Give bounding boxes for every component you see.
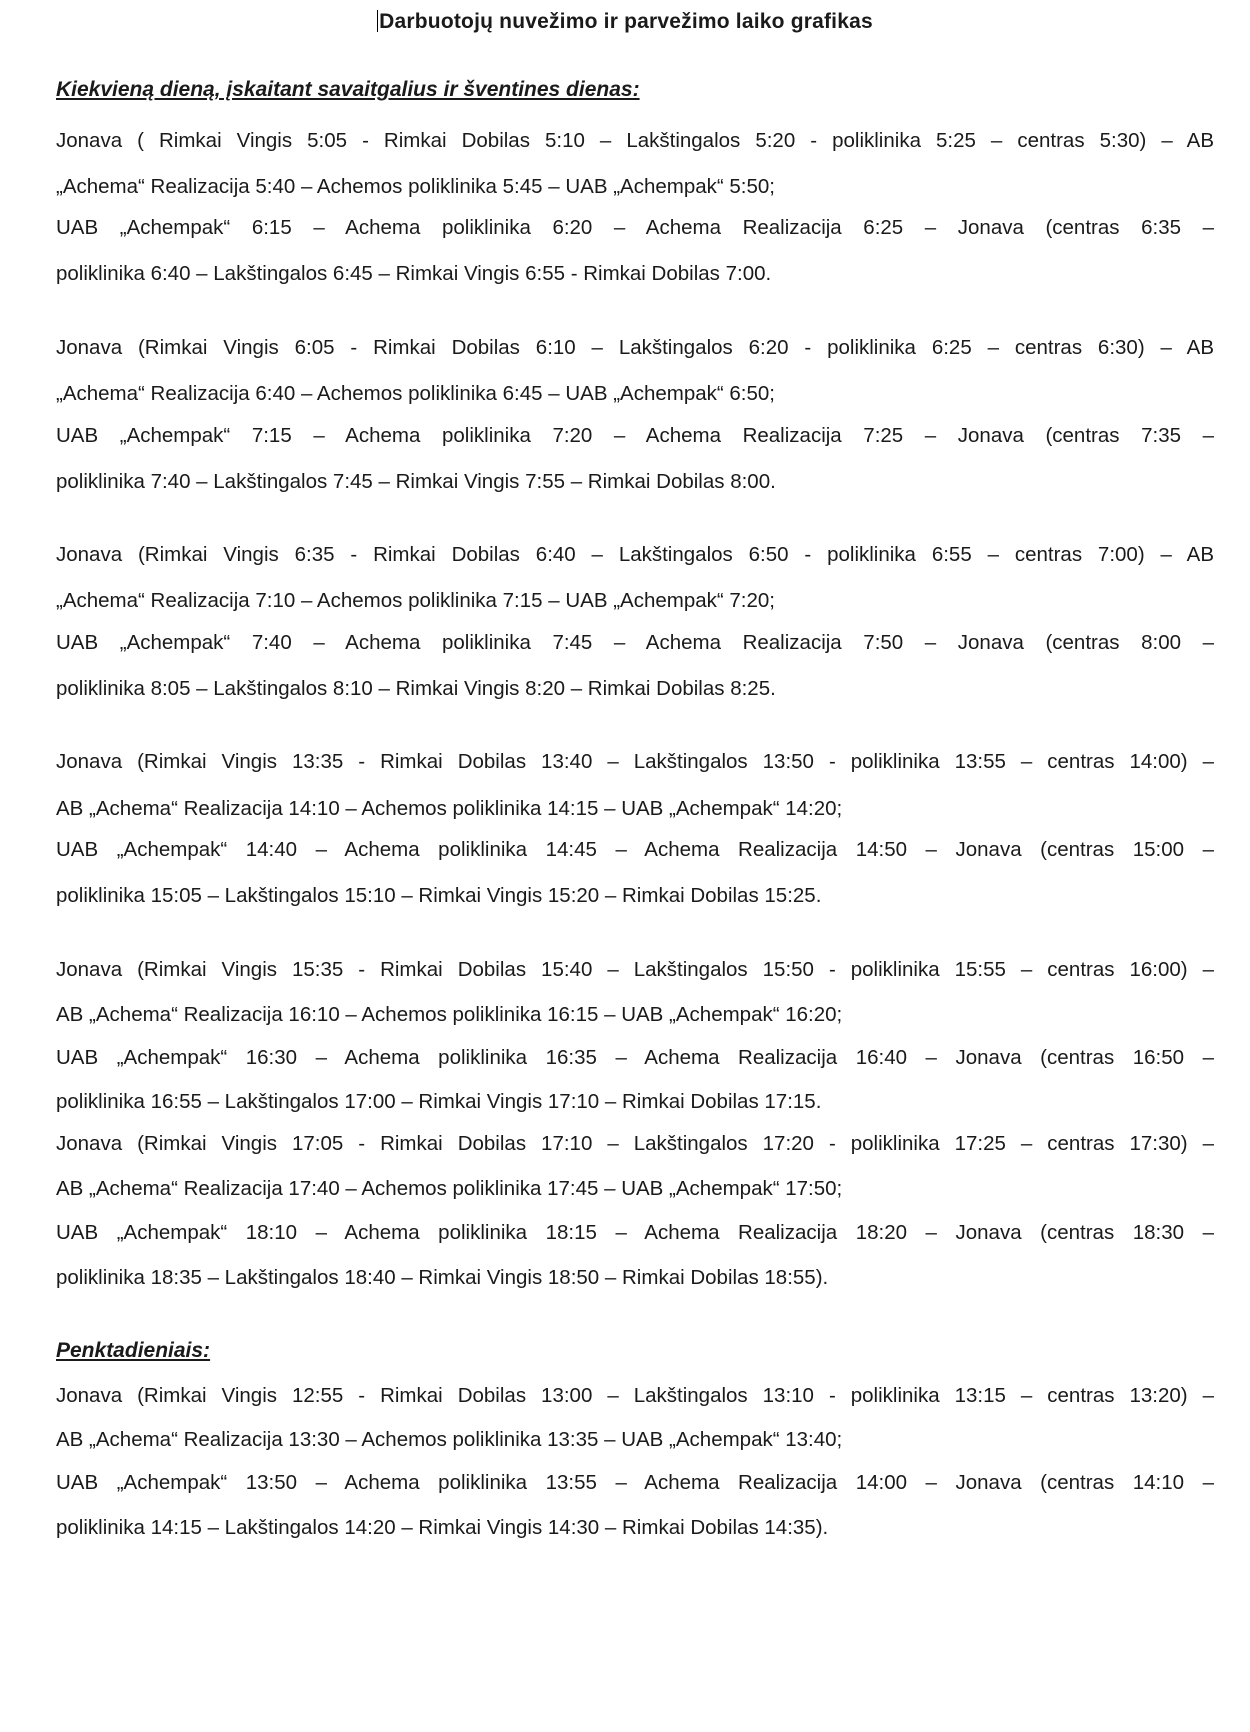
trip-3-outbound-line-2: „Achema“ Realizacija 7:10 – Achemos poliklinika 7:15 – UAB „Achempak“ 7:20; bbox=[56, 589, 775, 612]
document-title-text: Darbuotojų nuvežimo ir parvežimo laiko grafikas bbox=[379, 10, 873, 33]
trip-4-return-line-1: UAB „Achempak“ 14:40 – Achema poliklinika 14:45 – Achema Realizacija 14:50 – Jonava (centras 15:00 – bbox=[56, 838, 1214, 861]
trip-2-return-line-1: UAB „Achempak“ 7:15 – Achema poliklinika 7:20 – Achema Realizacija 7:25 – Jonava (centras 7:35 – bbox=[56, 424, 1214, 447]
trip-6-return-line-2: poliklinika 18:35 – Lakštingalos 18:40 – Rimkai Vingis 18:50 – Rimkai Dobilas 18:55). bbox=[56, 1266, 829, 1289]
friday-trip-outbound-line-1: Jonava (Rimkai Vingis 12:55 - Rimkai Dobilas 13:00 – Lakštingalos 13:10 - poliklinika 13:15 – centras 13:20) – bbox=[56, 1384, 1214, 1407]
trip-1-outbound-line-2: „Achema“ Realizacija 5:40 – Achemos poliklinika 5:45 – UAB „Achempak“ 5:50; bbox=[56, 175, 775, 198]
trip-5-return-line-1: UAB „Achempak“ 16:30 – Achema poliklinika 16:35 – Achema Realizacija 16:40 – Jonava (centras 16:50 – bbox=[56, 1046, 1214, 1069]
trip-1-return-line-2: poliklinika 6:40 – Lakštingalos 6:45 – Rimkai Vingis 6:55 - Rimkai Dobilas 7:00. bbox=[56, 262, 772, 285]
trip-3-return-line-1: UAB „Achempak“ 7:40 – Achema poliklinika 7:45 – Achema Realizacija 7:50 – Jonava (centras 8:00 – bbox=[56, 631, 1214, 654]
document-title bbox=[0, 10, 1250, 34]
friday-trip-return-line-1: UAB „Achempak“ 13:50 – Achema poliklinika 13:55 – Achema Realizacija 14:00 – Jonava (centras 14:10 – bbox=[56, 1471, 1214, 1494]
friday-trip-return-line-2: poliklinika 14:15 – Lakštingalos 14:20 – Rimkai Vingis 14:30 – Rimkai Dobilas 14:35). bbox=[56, 1516, 829, 1539]
trip-1-return-line-1: UAB „Achempak“ 6:15 – Achema poliklinika 6:20 – Achema Realizacija 6:25 – Jonava (centras 6:35 – bbox=[56, 216, 1214, 239]
friday-trip-outbound-line-2: AB „Achema“ Realizacija 13:30 – Achemos poliklinika 13:35 – UAB „Achempak“ 13:40; bbox=[56, 1428, 843, 1451]
trip-3-return-line-2: poliklinika 8:05 – Lakštingalos 8:10 – Rimkai Vingis 8:20 – Rimkai Dobilas 8:25. bbox=[56, 677, 776, 700]
trip-4-outbound-line-2: AB „Achema“ Realizacija 14:10 – Achemos poliklinika 14:15 – UAB „Achempak“ 14:20; bbox=[56, 797, 843, 820]
trip-5-outbound-line-2: AB „Achema“ Realizacija 16:10 – Achemos poliklinika 16:15 – UAB „Achempak“ 16:20; bbox=[56, 1003, 843, 1026]
friday-schedule-heading: Penktadieniais: bbox=[56, 1339, 211, 1362]
trip-6-outbound-line-1: Jonava (Rimkai Vingis 17:05 - Rimkai Dobilas 17:10 – Lakštingalos 17:20 - poliklinika 17:25 – centras 17:30) – bbox=[56, 1132, 1214, 1155]
trip-2-outbound-line-2: „Achema“ Realizacija 6:40 – Achemos poliklinika 6:45 – UAB „Achempak“ 6:50; bbox=[56, 382, 775, 405]
trip-1-outbound-line-1: Jonava ( Rimkai Vingis 5:05 - Rimkai Dobilas 5:10 – Lakštingalos 5:20 - poliklinika 5:25 – centras 5:30) – AB bbox=[56, 129, 1214, 152]
trip-6-return-line-1: UAB „Achempak“ 18:10 – Achema poliklinika 18:15 – Achema Realizacija 18:20 – Jonava (centras 18:30 – bbox=[56, 1221, 1214, 1244]
trip-2-outbound-line-1: Jonava (Rimkai Vingis 6:05 - Rimkai Dobilas 6:10 – Lakštingalos 6:20 - poliklinika 6:25 – centras 6:30) – AB bbox=[56, 336, 1214, 359]
trip-4-outbound-line-1: Jonava (Rimkai Vingis 13:35 - Rimkai Dobilas 13:40 – Lakštingalos 13:50 - poliklinika 13:55 – centras 14:00) – bbox=[56, 750, 1214, 773]
trip-5-return-line-2: poliklinika 16:55 – Lakštingalos 17:00 – Rimkai Vingis 17:10 – Rimkai Dobilas 17:15. bbox=[56, 1090, 822, 1113]
text-cursor bbox=[377, 10, 378, 32]
daily-schedule-heading: Kiekvieną dieną, įskaitant savaitgalius ir šventines dienas: bbox=[56, 78, 640, 101]
trip-6-outbound-line-2: AB „Achema“ Realizacija 17:40 – Achemos poliklinika 17:45 – UAB „Achempak“ 17:50; bbox=[56, 1177, 843, 1200]
trip-3-outbound-line-1: Jonava (Rimkai Vingis 6:35 - Rimkai Dobilas 6:40 – Lakštingalos 6:50 - poliklinika 6:55 – centras 7:00) – AB bbox=[56, 543, 1214, 566]
trip-4-return-line-2: poliklinika 15:05 – Lakštingalos 15:10 – Rimkai Vingis 15:20 – Rimkai Dobilas 15:25. bbox=[56, 884, 822, 907]
trip-5-outbound-line-1: Jonava (Rimkai Vingis 15:35 - Rimkai Dobilas 15:40 – Lakštingalos 15:50 - poliklinika 15:55 – centras 16:00) – bbox=[56, 958, 1214, 981]
trip-2-return-line-2: poliklinika 7:40 – Lakštingalos 7:45 – Rimkai Vingis 7:55 – Rimkai Dobilas 8:00. bbox=[56, 470, 776, 493]
